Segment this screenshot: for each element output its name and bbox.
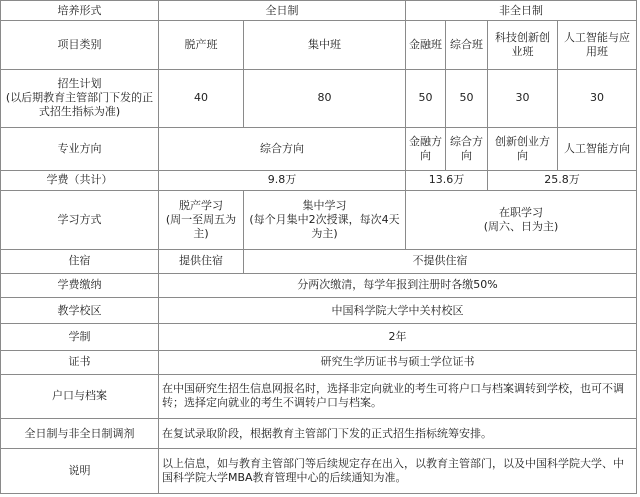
row-major (1, 128, 637, 170)
row-hukou (1, 374, 637, 418)
plan-c4: 50 (446, 69, 488, 128)
class-c5: 科技创新创业班 (488, 21, 558, 69)
major-c3: 金融方向 (406, 128, 446, 170)
plan-label-line1: 招生计划 (57, 77, 102, 91)
row-fee (1, 170, 637, 190)
fee-label: 学费（共计） (1, 170, 159, 190)
row-adjust (1, 419, 637, 449)
class-c6: 人工智能与应用班 (558, 21, 637, 69)
study-c1-line1: 脱产学习 (179, 198, 223, 212)
major-c6: 人工智能方向 (558, 128, 637, 170)
parttime-header: 非全日制 (406, 1, 637, 21)
row-duration (1, 324, 637, 350)
hukou-value: 在中国研究生招生信息网报名时，选择非定向就业的考生可将户口与档案调转到学校，也可不调转；选择定向就业的考生不调转户口与档案。 (159, 374, 637, 418)
class-c3: 金融班 (406, 21, 446, 69)
fee-fulltime: 9.8万 (159, 170, 406, 190)
study-parttime (406, 190, 637, 249)
row-study (1, 190, 637, 249)
row-class (1, 21, 637, 69)
row-lodging (1, 249, 637, 273)
row-cert (1, 350, 637, 374)
row-payment (1, 273, 637, 297)
major-fulltime: 综合方向 (159, 128, 406, 170)
major-c5: 创新创业方向 (488, 128, 558, 170)
study-pt-line2: (周六、日为主) (483, 219, 559, 233)
cert-value: 研究生学历证书与硕士学位证书 (159, 350, 637, 374)
duration-label: 学制 (1, 324, 159, 350)
lodging-rest: 不提供住宿 (244, 249, 637, 273)
row-campus (1, 297, 637, 323)
plan-c2: 80 (244, 69, 406, 128)
campus-label: 教学校区 (1, 297, 159, 323)
fee-c34: 13.6万 (406, 170, 488, 190)
payment-label: 学费缴纳 (1, 273, 159, 297)
note-label: 说明 (1, 449, 159, 494)
campus-value: 中国科学院大学中关村校区 (159, 297, 637, 323)
plan-c1: 40 (159, 69, 244, 128)
study-c1-line2: (周一至周五为主) (165, 212, 237, 240)
plan-label (1, 69, 159, 128)
class-c4: 综合班 (446, 21, 488, 69)
major-c4: 综合方向 (446, 128, 488, 170)
row-form (1, 1, 637, 21)
study-c2 (244, 190, 406, 249)
duration-value: 2年 (159, 324, 637, 350)
plan-c6: 30 (558, 69, 637, 128)
study-c2-line2: (每个月集中2次授课，每次4天为主) (249, 212, 400, 240)
study-c2-line1: 集中学习 (302, 198, 347, 212)
fee-c56: 25.8万 (488, 170, 637, 190)
adjust-label: 全日制与非全日制调剂 (1, 419, 159, 449)
form-label: 培养形式 (1, 1, 159, 21)
note-value: 以上信息，如与教育主管部门等后续规定存在出入，以教育主管部门，以及中国科学院大学、中国科学院大学MBA教育管理中心的后续通知为准。 (159, 449, 637, 494)
adjust-value: 在复试录取阶段，根据教育主管部门下发的正式招生指标统筹安排。 (159, 419, 637, 449)
class-label: 项目类别 (1, 21, 159, 69)
hukou-label: 户口与档案 (1, 374, 159, 418)
fulltime-header: 全日制 (159, 1, 406, 21)
class-c1: 脱产班 (159, 21, 244, 69)
class-c2: 集中班 (244, 21, 406, 69)
plan-c3: 50 (406, 69, 446, 128)
lodging-label: 住宿 (1, 249, 159, 273)
payment-value: 分两次缴清，每学年报到注册时各缴50% (159, 273, 637, 297)
study-c1 (159, 190, 244, 249)
study-label: 学习方式 (1, 190, 159, 249)
plan-c5: 30 (488, 69, 558, 128)
plan-label-line2: (以后期教育主管部门下发的正式招生指标为准) (5, 91, 154, 119)
lodging-c1: 提供住宿 (159, 249, 244, 273)
cert-label: 证书 (1, 350, 159, 374)
row-plan (1, 69, 637, 128)
row-note (1, 449, 637, 494)
study-pt-line1: 在职学习 (499, 205, 543, 219)
major-label: 专业方向 (1, 128, 159, 170)
